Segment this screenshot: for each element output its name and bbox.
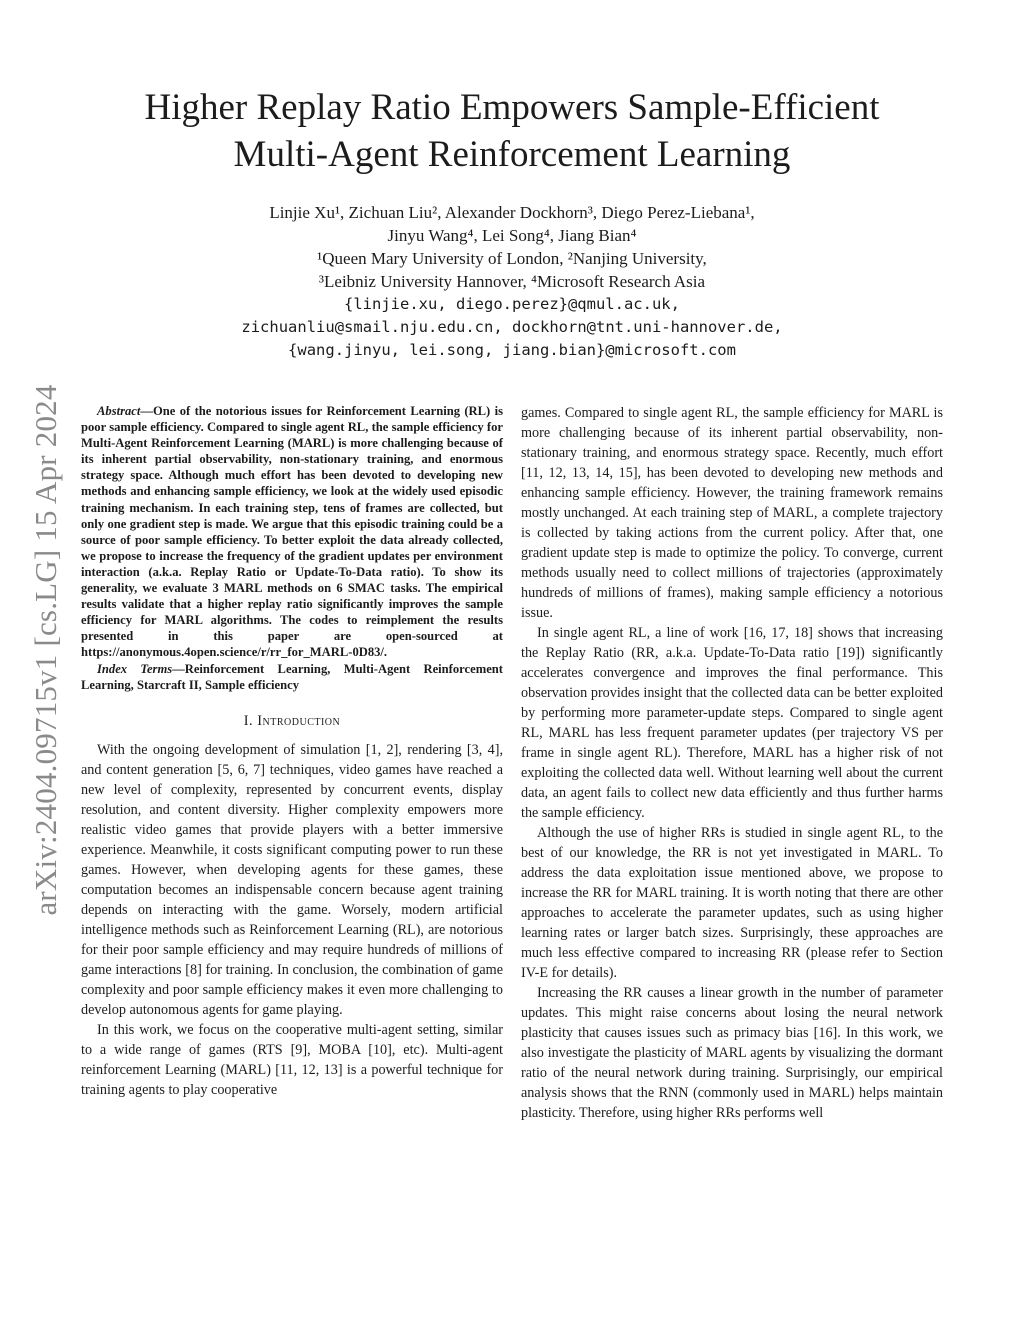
paragraph: In this work, we focus on the cooperative multi-agent setting, similar to a wide range of games (RTS [9], MOBA [10], etc). Multi-agent reinforcement Learning (MARL) [11, 12, 13] is a powerful technique for training agents to play cooperative xyxy=(81,1021,503,1098)
paragraph: Although the use of higher RRs is studied in single agent RL, to the best of our knowledge, the RR is not yet investigated in MARL. To address the data exploitation issue mentioned above, we propose to increase the RR for MARL training. It is worth noting that there are other approaches to accelerate the parameter updates, such as using higher learning rates or larger batch sizes. Surprisingly, these approaches are much less effective compared to increasing RR (please refer to Section IV-E for details). xyxy=(521,825,943,981)
section-numeral: I. xyxy=(243,712,258,729)
index-terms-text: —Reinforcement Learning, Multi-Agent Reinforcement Learning, Starcraft II, Sample efficiency xyxy=(81,661,503,692)
email-line: {wang.jinyu, lei.song, jiang.bian}@microsoft.com xyxy=(288,341,736,359)
author-block xyxy=(120,201,904,362)
paragraph: games. Compared to single agent RL, the sample efficiency for MARL is more challenging because of its inherent partial observability, non-stationary training, and enormous strategy space. Recently, much effort [11, 12, 13, 14, 15], has been devoted to developing new methods and enhancing sample efficiency. However, the training framework remains mostly unchanged. At each training step of MARL, a complete trajectory is collected by taking actions from the current policy. After that, one gradient update step is made to optimize the policy. To converge, current methods usually need to collect millions of trajectories (approximately hundreds of millions of frames), making sample efficiency a notorious issue. xyxy=(521,405,943,621)
paper-title xyxy=(70,84,954,178)
paragraph: In single agent RL, a line of work [16, 17, 18] shows that increasing the Replay Ratio (RR, a.k.a. Update-To-Data ratio [19]) significantly accelerates convergence and improves the final performance. This observation provides insight that the collected data can be better exploited by performing more parameter-update steps. Compared to single agent RL, MARL has less frequent parameter updates (per trajectory VS per frame in single agent RL). Therefore, MARL has a higher risk of not exploiting the collected data well. Without learning well about the current data, an agent fails to collect new data efficiently and thus further harms the sample efficiency. xyxy=(521,625,943,821)
index-terms xyxy=(81,661,503,693)
email-line: {linjie.xu, diego.perez}@qmul.ac.uk, xyxy=(344,295,680,313)
affiliation: ³Leibniz University Hannover, ⁴Microsoft Research Asia xyxy=(318,272,706,291)
author-names: Linjie Xu¹, Zichuan Liu², Alexander Dockhorn³, Diego Perez-Liebana¹, xyxy=(269,203,755,222)
section-title: Introduction xyxy=(257,712,341,729)
arxiv-stamp: arXiv:2404.09715v1 [cs.LG] 15 Apr 2024 xyxy=(28,384,63,916)
abstract-text: —One of the notorious issues for Reinforcement Learning (RL) is poor sample efficiency. Compared to single agent RL, the sample efficiency for Multi-Agent Reinforcement Learning (MARL) is more challenging because of its inherent partial observability, non-stationary training, and enormous strategy space. Although much effort has been devoted to developing new methods and enhancing sample efficiency, we look at the widely used episodic training mechanism. In each training step, tens of frames are collected, but only one gradient step is made. We argue that this episodic training could be a source of poor sample efficiency. To better exploit the data already collected, we propose to increase the frequency of the gradient updates per environment interaction (a.k.a. Replay Ratio or Update-To-Data ratio). To show its generality, we evaluate 3 MARL methods on 6 SMAC tasks. The empirical results validate that a higher replay ratio significantly improves the sample efficiency for MARL algorithms. The codes to reimplement the results presented in this paper are open-sourced at https://anonymous.4open.science/r/rr_for_MARL-0D83/. xyxy=(81,404,503,660)
affiliation: ¹Queen Mary University of London, ²Nanjing University, xyxy=(317,249,707,268)
paragraph: With the ongoing development of simulation [1, 2], rendering [3, 4], and content generation [5, 6, 7] techniques, video games have reached a new level of complexity, represented by concurrent events, display resolution, and content diversity. Higher complexity empowers more realistic video games that provide players with a better immersive experience. Meanwhile, it costs significant computing power to run these games. However, when developing agents for these games, these computation becomes an indispensable concern because agent training depends on interacting with the game. Worsely, modern artificial intelligence methods such as Reinforcement Learning (RL), are notorious for their poor sample efficiency and may require hundreds of millions of game interactions [8] for training. In conclusion, the combination of game complexity and poor sample efficiency makes it even more challenging to develop autonomous agents for game playing. xyxy=(81,741,503,1018)
right-column xyxy=(521,403,943,1123)
section-heading xyxy=(81,711,503,731)
left-column xyxy=(81,403,503,1100)
title-line: Multi-Agent Reinforcement Learning xyxy=(233,134,791,175)
abstract xyxy=(81,403,503,661)
title-line: Higher Replay Ratio Empowers Sample-Efficient xyxy=(144,87,880,128)
email-line: zichuanliu@smail.nju.edu.cn, dockhorn@tnt.uni-hannover.de, xyxy=(241,318,783,336)
paragraph: Increasing the RR causes a linear growth in the number of parameter updates. This might raise concerns about losing the neural network plasticity that causes issues such as primacy bias [16]. In this work, we also investigate the plasticity of MARL agents by visualizing the dormant ratio of the neural network during training. Surprisingly, our empirical analysis shows that the RNN (commonly used in MARL) helps maintain plasticity. Therefore, using higher RRs performs well xyxy=(521,985,943,1121)
index-terms-label: Index Terms xyxy=(97,661,173,676)
abstract-label: Abstract xyxy=(97,404,141,418)
author-names: Jinyu Wang⁴, Lei Song⁴, Jiang Bian⁴ xyxy=(387,226,637,245)
